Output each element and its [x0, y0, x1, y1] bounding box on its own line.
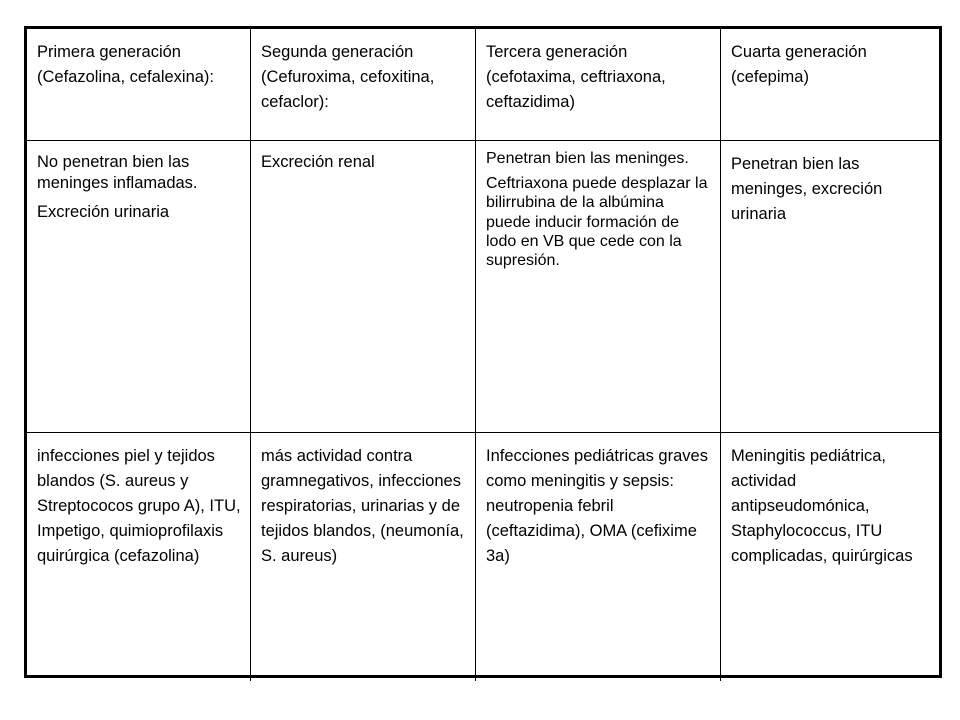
header-cell-third-generation	[476, 29, 721, 141]
indications-cell-first-generation	[27, 433, 251, 681]
cell-paragraph: No penetran bien las meninges inflamadas.	[37, 153, 198, 192]
cell-paragraph: Excreción renal	[261, 153, 375, 171]
cell-paragraph: Excreción urinaria	[37, 203, 170, 222]
cell-paragraph: Ceftriaxona puede desplazar la bilirrubina de la albúmina puede inducir formación de lodo en VB que cede con la supresión.	[486, 175, 708, 270]
cell-text: infecciones piel y tejidos blandos (S. aureus y Streptococos grupo A), ITU, Impetigo, quimioprofilaxis quirúrgica (cefazolina)	[37, 447, 241, 565]
cephalosporin-table	[24, 26, 942, 678]
properties-cell-first-generation	[27, 141, 251, 433]
header-text: Tercera generación (cefotaxima, ceftriaxona, ceftazidima)	[486, 43, 666, 111]
cell-paragraph: Penetran bien las meninges.	[486, 150, 689, 167]
properties-cell-fourth-generation	[721, 141, 939, 433]
header-cell-fourth-generation	[721, 29, 939, 141]
cell-text: Meningitis pediátrica, actividad antipseudomónica, Staphylococcus, ITU complicadas, quirúrgicas	[731, 447, 913, 565]
properties-cell-second-generation	[251, 141, 476, 433]
header-text: Primera generación (Cefazolina, cefalexina):	[37, 43, 215, 86]
header-cell-second-generation	[251, 29, 476, 141]
header-cell-first-generation	[27, 29, 251, 141]
indications-cell-fourth-generation	[721, 433, 939, 681]
cell-paragraph: Penetran bien las meninges, excreción urinaria	[731, 155, 883, 223]
properties-cell-third-generation	[476, 141, 721, 433]
header-text: Segunda generación (Cefuroxima, cefoxitina, cefaclor):	[261, 43, 435, 111]
cell-text: Infecciones pediátricas graves como meningitis y sepsis: neutropenia febril (ceftazidima), OMA (cefixime 3a)	[486, 447, 708, 565]
indications-cell-second-generation	[251, 433, 476, 681]
cell-text: más actividad contra gramnegativos, infecciones respiratorias, urinarias y de tejidos blandos, (neumonía, S. aureus)	[261, 447, 464, 565]
header-text: Cuarta generación (cefepima)	[731, 43, 867, 86]
indications-cell-third-generation	[476, 433, 721, 681]
